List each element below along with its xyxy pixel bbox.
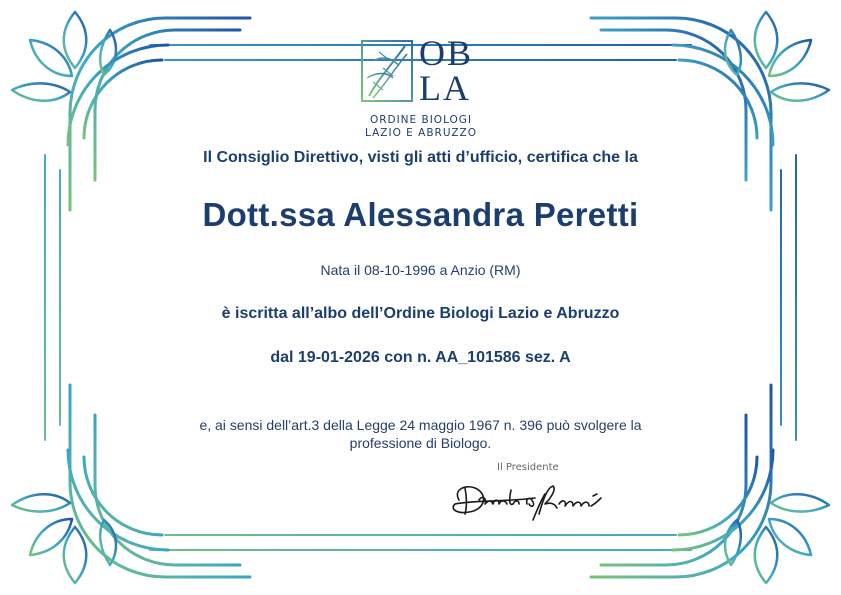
dna-leaf-logo-icon	[359, 38, 415, 104]
logo-subtitle: ORDINE BIOLOGI LAZIO E ABRUZZO	[365, 114, 477, 139]
leaf-ornament-bottom-right	[725, 494, 829, 583]
registration-number: dal 19-01-2026 con n. AA_101586 sez. A	[270, 349, 571, 366]
birth-details: Nata il 08-10-1996 a Anzio (RM)	[320, 262, 521, 278]
leaf-ornament-top-right	[725, 12, 829, 101]
recipient-name: Dott.ssa Alessandra Peretti	[202, 196, 639, 233]
president-signature	[445, 470, 615, 526]
logo-wordmark: OB LA	[419, 33, 474, 108]
president-label: Il Presidente	[497, 462, 559, 473]
leaf-ornament-bottom-left	[12, 494, 116, 583]
legal-clause: e, ai sensi dell’art.3 della Legge 24 maggio 1967 n. 396 può svolgere la professione di Biologo.	[199, 417, 642, 451]
leaf-ornament-top-left	[12, 12, 116, 101]
enrollment-statement: è iscritta all’albo dell’Ordine Biologi Lazio e Abruzzo	[221, 305, 620, 322]
certificate-intro: Il Consiglio Direttivo, visti gli atti d’ufficio, certifica che la	[203, 149, 638, 166]
organization-logo	[359, 33, 489, 140]
